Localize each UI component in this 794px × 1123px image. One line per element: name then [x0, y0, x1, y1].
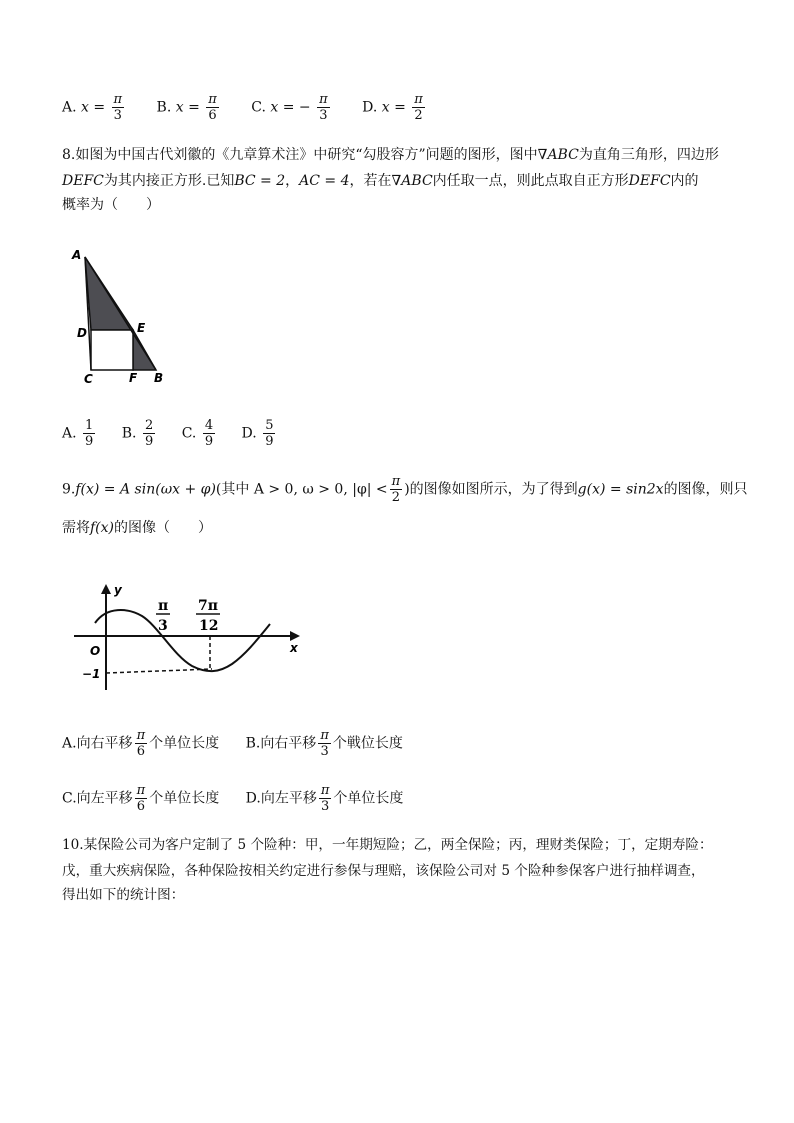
option-letter: D. [362, 99, 378, 116]
x-label: x [290, 641, 298, 655]
tick-pi3-num: π [158, 598, 169, 614]
q8-text: 内任取一点，则此点取自正方形 [432, 173, 629, 189]
y-axis-arrow [101, 584, 111, 594]
option-lhs: x = − [270, 99, 311, 116]
min-dashed-horizontal [106, 669, 212, 673]
q8-square: DEFC [628, 173, 671, 189]
fraction [112, 92, 125, 123]
q8-triangle: ∇ABC [537, 147, 579, 163]
q9-text: (其中 A > 0, ω > 0, |φ| < [215, 481, 388, 498]
q8-text: 内的 [670, 173, 699, 189]
q8-text: 为其内接正方形.已知 [103, 173, 235, 189]
option-lhs: x = [381, 99, 406, 116]
q7-option-d [362, 92, 427, 123]
option-text: 个单位长度 [149, 790, 220, 807]
q9-function: f(x) [90, 520, 115, 536]
numerator: π [208, 92, 217, 107]
q9-option-c [62, 783, 219, 814]
option-letter: D. [245, 790, 261, 807]
q9-options-row-2 [62, 783, 429, 814]
q8-text: 8.如图为中国古代刘徽的《九章算术注》中研究“勾股容方”问题的图形，图中 [62, 147, 538, 163]
denominator: 2 [412, 107, 425, 123]
q8-line-1 [62, 144, 719, 166]
label-c: C [84, 372, 93, 386]
denominator: 9 [265, 434, 274, 449]
option-text: 向左平移 [76, 790, 133, 807]
q9-text: 需将 [62, 520, 90, 536]
q9-number: 9. [62, 481, 76, 498]
tick-7pi12-den: 12 [199, 618, 219, 634]
fraction [412, 92, 425, 123]
label-e: E [137, 321, 146, 335]
fraction [317, 92, 330, 123]
denominator: 6 [206, 107, 219, 123]
q8-text: ，若在 [349, 173, 392, 189]
q9-option-b [246, 728, 403, 759]
neg-one-label: −1 [82, 667, 101, 681]
option-letter: D. [241, 425, 257, 442]
numerator: 2 [144, 418, 154, 433]
tick-pi3-den: 3 [158, 618, 168, 634]
numerator: π [319, 92, 328, 107]
numerator: π [136, 728, 146, 743]
q9-text: 的图像（ ） [114, 520, 213, 536]
q8-text: ， [285, 173, 300, 189]
q7-options [62, 92, 453, 123]
origin-label: O [90, 644, 101, 658]
q8-option-d [242, 418, 278, 449]
q8-ac: AC = 4 [299, 173, 350, 189]
fraction [203, 418, 215, 449]
fraction [319, 783, 332, 814]
option-letter: B. [156, 99, 172, 116]
denominator: 6 [135, 798, 148, 814]
denominator: 9 [85, 434, 94, 449]
numerator: π [136, 783, 146, 798]
fraction [135, 783, 148, 814]
q9-line-1 [62, 474, 748, 505]
q8-text: 为直角三角形，四边形 [578, 147, 719, 163]
q10-line-3 [62, 884, 184, 906]
option-text: 向右平移 [260, 735, 317, 752]
numerator: π [320, 783, 330, 798]
q9-g-function: g(x) = sin2x [577, 481, 664, 498]
q7-option-c [251, 92, 331, 123]
q8-option-b [122, 418, 157, 449]
option-lhs: x = [81, 99, 106, 116]
tick-7pi12-num: 7π [198, 598, 218, 614]
option-text: 向左平移 [260, 790, 317, 807]
fraction [83, 418, 95, 449]
q9-text: )的图像如图所示，为了得到 [404, 481, 578, 498]
q10-line-2 [62, 860, 705, 882]
option-letter: A. [62, 425, 77, 442]
numerator: π [320, 728, 329, 743]
label-a: A [72, 248, 82, 262]
fraction [206, 92, 219, 123]
option-letter: B. [245, 735, 261, 752]
denominator: 3 [317, 107, 330, 123]
q8-line-3 [62, 194, 160, 216]
numerator: π [113, 92, 123, 107]
option-letter: A. [62, 99, 77, 116]
option-text: 个单位长度 [149, 735, 220, 752]
q9-text: 的图像，则只 [663, 481, 748, 498]
q9-options-row-1 [62, 728, 429, 759]
numerator: π [391, 474, 401, 489]
q10-line-1 [62, 834, 713, 856]
x-axis-arrow [290, 631, 300, 641]
fraction [263, 418, 275, 449]
denominator: 2 [390, 489, 403, 505]
option-text: 个单位长度 [333, 790, 404, 807]
option-letter: B. [121, 425, 137, 442]
denominator: 3 [318, 743, 331, 759]
q8-option-a [62, 418, 97, 449]
denominator: 3 [319, 798, 332, 814]
option-letter: C. [251, 99, 266, 116]
q7-option-b [157, 92, 221, 123]
q8-square: DEFC [62, 173, 104, 189]
q8-triangle: ∇ABC [391, 173, 433, 189]
q8-bc: BC = 2 [234, 173, 286, 189]
option-letter: A. [62, 735, 77, 752]
q8-option-c [182, 418, 217, 449]
denominator: 6 [135, 743, 148, 759]
denominator: 9 [144, 434, 154, 449]
fraction [143, 418, 155, 449]
numerator: 4 [204, 418, 214, 433]
option-lhs: x = [175, 99, 200, 116]
q8-line-2 [62, 170, 699, 192]
q8-options [62, 418, 303, 449]
option-letter: C. [62, 790, 77, 807]
q8-triangle-figure [66, 242, 176, 392]
fraction [390, 474, 403, 505]
q10-text: 得出如下的统计图： [62, 887, 185, 903]
denominator: 3 [112, 107, 125, 123]
y-label: y [114, 583, 122, 597]
q7-option-a [62, 92, 126, 123]
denominator: 9 [204, 434, 214, 449]
option-text: 个戦位长度 [332, 735, 403, 752]
label-d: D [77, 326, 87, 340]
q9-line-2 [62, 517, 212, 539]
option-text: 向右平移 [76, 735, 133, 752]
q10-text: 10.某保险公司为客户定制了 5 个险种：甲，一年期短险；乙，两全保险；丙，理财类保险；丁，定期寿险： [62, 837, 713, 853]
numerator: π [414, 92, 423, 107]
q9-function: f(x) = A sin(ωx + φ) [75, 481, 216, 498]
sine-curve [95, 610, 270, 671]
q10-text: 戊，重大疾病保险，各种保险按相关约定进行参保与理赔，该保险公司对 5 个险种参保客户进行抽样调查， [62, 863, 705, 879]
numerator: 5 [265, 418, 274, 433]
q9-option-d [246, 783, 404, 814]
fraction [135, 728, 148, 759]
q9-option-a [62, 728, 219, 759]
label-b: B [154, 371, 164, 385]
label-f: F [129, 371, 138, 385]
square-defc [91, 330, 133, 370]
numerator: 1 [85, 418, 94, 433]
q9-sine-graph [62, 578, 312, 698]
option-letter: C. [181, 425, 197, 442]
q8-text: 概率为（ ） [62, 197, 160, 213]
fraction [318, 728, 331, 759]
